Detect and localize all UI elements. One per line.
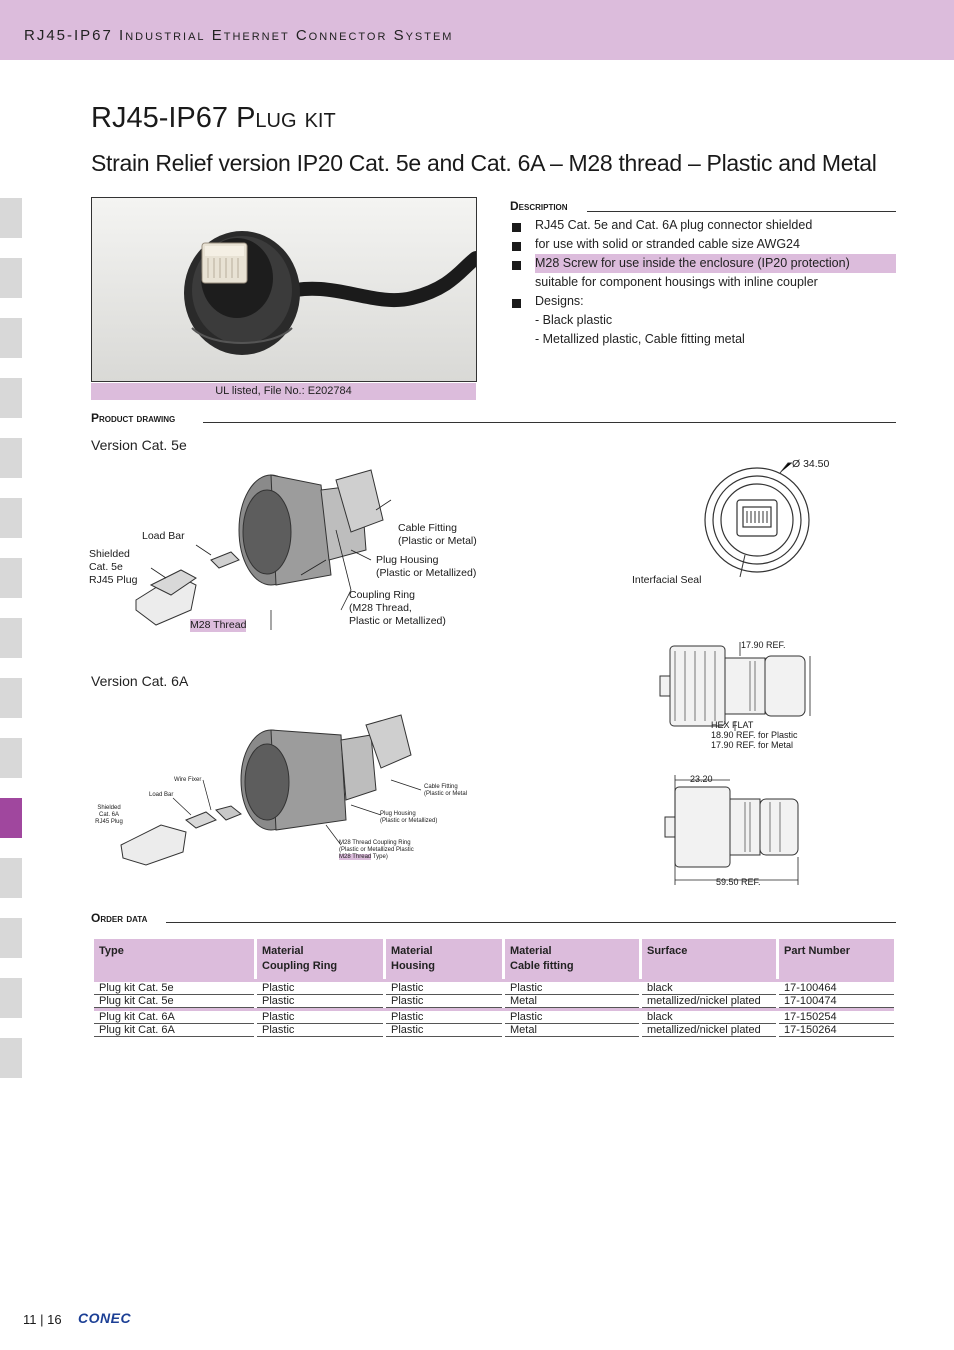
side-tab[interactable] [0, 978, 22, 1018]
column-header: Material Housing [386, 939, 502, 979]
table-row: Plug kit Cat. 5e Plastic Plastic Metal metallized/nickel plated 17-100474 [94, 995, 894, 1008]
photo-caption: UL listed, File No.: E202784 [91, 383, 476, 400]
front-view-drawing [700, 455, 820, 590]
column-header: Type [94, 939, 254, 979]
conec-logo: CONEC [78, 1310, 132, 1326]
column-header: Surface [642, 939, 776, 979]
callout-wire-fixer: Wire Fixer [174, 777, 202, 783]
dim-23-20: 23.20 [690, 774, 713, 784]
plug-photo-illustration [92, 198, 476, 381]
column-header: Part Number [779, 939, 894, 979]
page-number: 11 | 16 [23, 1312, 62, 1327]
side-tab[interactable] [0, 498, 22, 538]
side-tab[interactable] [0, 678, 22, 718]
side-view-length-drawing [660, 772, 810, 887]
order-table [91, 939, 897, 1037]
description-rule [587, 211, 896, 212]
side-tab[interactable] [0, 1038, 22, 1078]
table-row: Plug kit Cat. 6A Plastic Plastic Metal metallized/nickel plated 17-150264 [94, 1024, 894, 1037]
design-option: - Black plastic [535, 313, 613, 327]
description-list [510, 216, 896, 349]
side-tab[interactable] [0, 918, 22, 958]
dim-59-50-ref: 59.50 REF. [716, 877, 761, 887]
list-item: for use with solid or stranded cable size AWG24 [510, 235, 896, 254]
design-option: - Metallized plastic, Cable fitting metal [535, 332, 745, 346]
dim-diameter: Ø 34.50 [792, 458, 830, 470]
table-row: Plug kit Cat. 5e Plastic Plastic Plastic black 17-100464 [94, 982, 894, 995]
callout-shielded-plug-6a: Shielded Cat. 6A RJ45 Plug [95, 805, 123, 825]
table-header-row [94, 939, 894, 979]
side-tab[interactable] [0, 318, 22, 358]
bullet-icon [512, 261, 521, 270]
side-tab[interactable] [0, 378, 22, 418]
bullet-icon [512, 242, 521, 251]
dim-17-90-ref: 17.90 REF. [741, 640, 786, 650]
side-tab[interactable] [0, 618, 22, 658]
callout-m28-thread: M28 Thread [190, 619, 247, 631]
page-subtitle: Strain Relief version IP20 Cat. 5e and Cat. 6A – M28 thread – Plastic and Metal [91, 150, 877, 176]
page-title: RJ45-IP67 Plug kit [91, 102, 336, 134]
drawing-heading: Product drawing [91, 411, 176, 425]
side-tab[interactable] [0, 558, 22, 598]
description-heading: Description [510, 199, 568, 213]
callout-load-bar-6a: Load Bar [149, 792, 174, 798]
order-rule [166, 922, 896, 923]
list-item: M28 Screw for use inside the enclosure (IP20 protection) suitable for component housings with inline coupler [510, 254, 896, 292]
callout-plug-housing: Plug Housing (Plastic or Metallized) [376, 554, 477, 579]
cat6a-exploded-drawing [91, 710, 471, 870]
side-tab-active[interactable] [0, 798, 22, 838]
column-header: Material Cable fitting [505, 939, 639, 979]
callout-cable-fitting-6a: Cable Fitting (Plastic or Metal [424, 784, 468, 797]
order-heading: Order data [91, 911, 148, 925]
callout-coupling-ring-6a: M28 Thread Coupling Ring (Plastic or Metallized Plastic M28 Thread Type) [339, 840, 414, 860]
callout-cable-fitting: Cable Fitting (Plastic or Metal) [398, 522, 477, 547]
callout-plug-housing-6a: Plug Housing (Plastic or Metallized) [380, 811, 438, 824]
side-tab[interactable] [0, 858, 22, 898]
list-item: RJ45 Cat. 5e and Cat. 6A plug connector shielded [510, 216, 896, 235]
bullet-icon [512, 299, 521, 308]
side-tab[interactable] [0, 738, 22, 778]
header-title: RJ45-IP67 Industrial Ethernet Connector System [24, 27, 454, 44]
callout-load-bar: Load Bar [142, 530, 185, 542]
side-tab[interactable] [0, 438, 22, 478]
list-item: Designs: [510, 292, 896, 311]
callout-coupling-ring: Coupling Ring (M28 Thread, Plastic or Metallized) [349, 589, 446, 627]
version-5e-label: Version Cat. 5e [91, 437, 187, 453]
bullet-icon [512, 223, 521, 232]
version-6a-label: Version Cat. 6A [91, 673, 189, 689]
dim-hex-flat: HEX FLAT 18.90 REF. for Plastic 17.90 REF. for Metal [711, 720, 798, 750]
column-header: Material Coupling Ring [257, 939, 383, 979]
side-tab[interactable] [0, 258, 22, 298]
highlighted-text: M28 Screw for use inside the enclosure (IP20 protection) [535, 254, 896, 273]
table-row: Plug kit Cat. 6A Plastic Plastic Plastic black 17-150254 [94, 1011, 894, 1024]
callout-shielded-plug: Shielded Cat. 5e RJ45 Plug [89, 548, 138, 586]
callout-interfacial-seal: Interfacial Seal [632, 574, 702, 586]
drawing-rule [203, 422, 896, 423]
product-photo [91, 197, 477, 382]
side-tab[interactable] [0, 198, 22, 238]
